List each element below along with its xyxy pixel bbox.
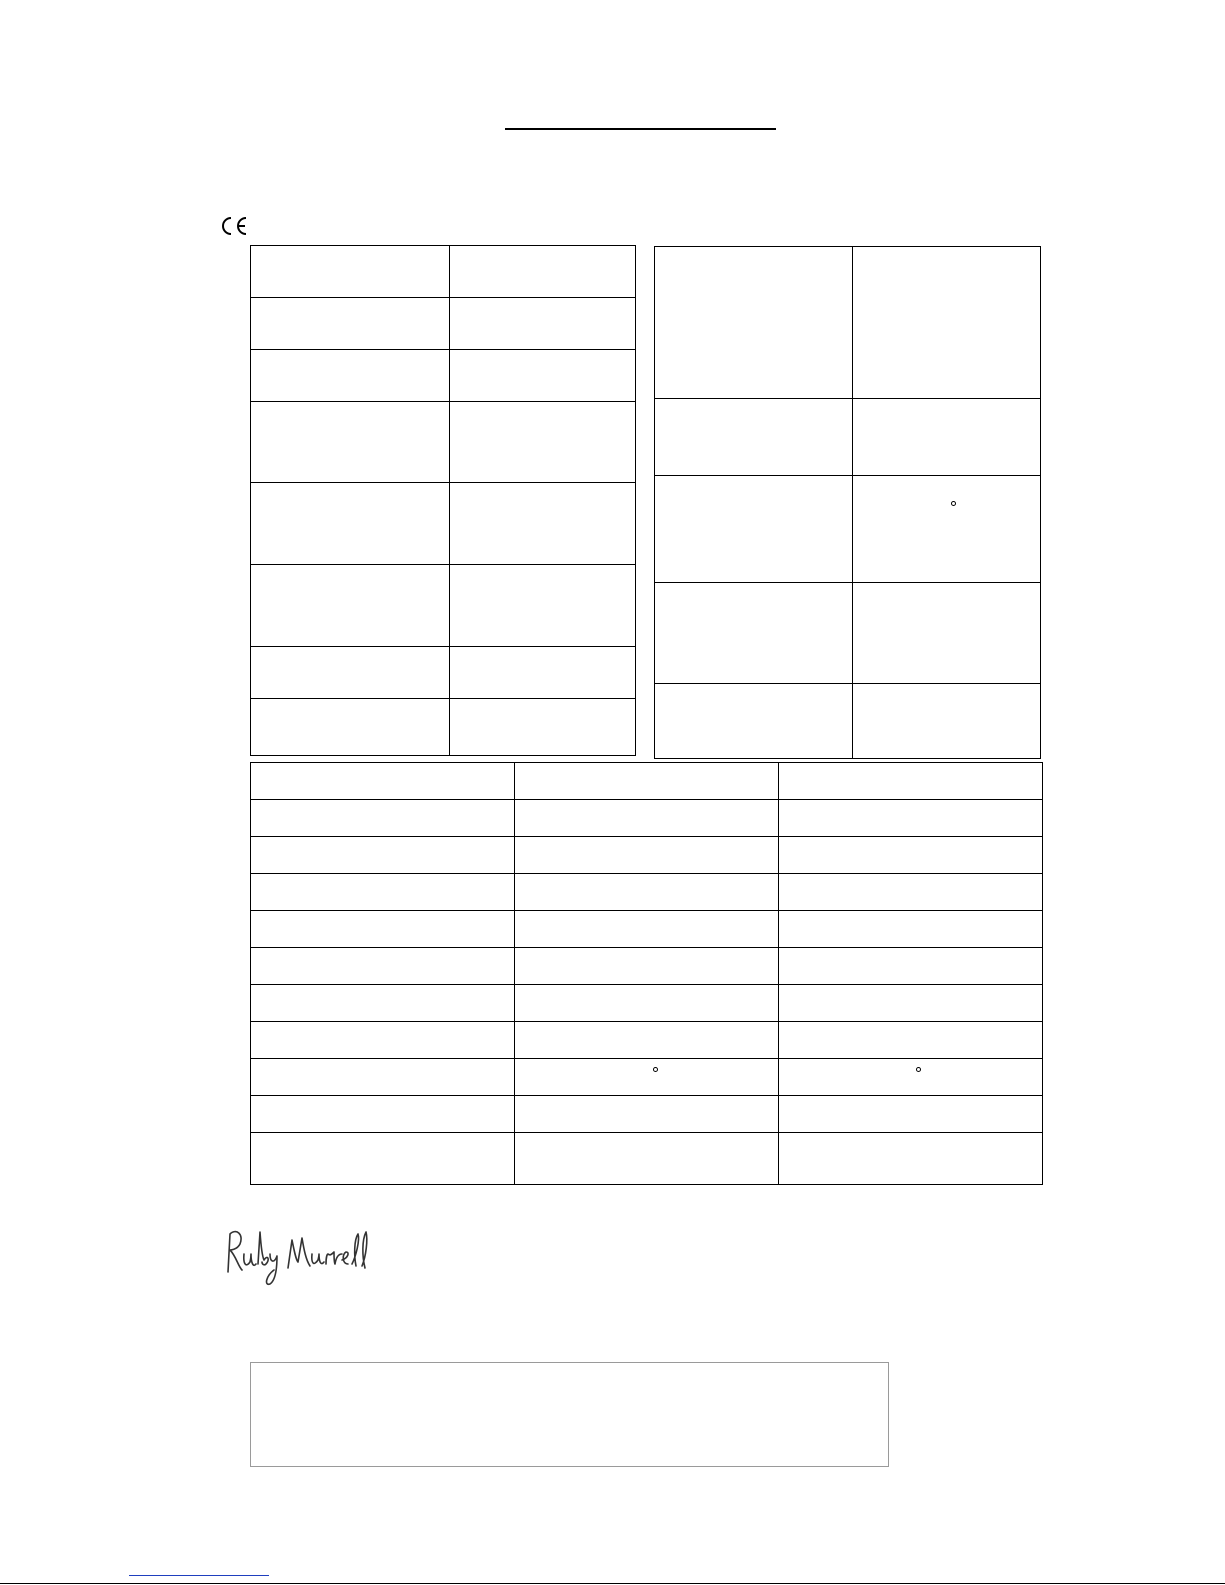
- table-cell: [779, 1059, 1043, 1096]
- spec-label: [251, 350, 450, 402]
- spec-value: [853, 399, 1041, 476]
- spec-value: [853, 583, 1041, 684]
- table-cell: [779, 763, 1043, 800]
- spec-label: [655, 476, 853, 583]
- footer-divider: [0, 1583, 1225, 1584]
- signature: [222, 1226, 372, 1288]
- title-underline: [505, 128, 776, 130]
- table-cell: [251, 1022, 515, 1059]
- table-cell: [515, 1059, 779, 1096]
- spec-label: [251, 647, 450, 699]
- spec-value: [450, 483, 636, 565]
- table-cell: [515, 837, 779, 874]
- table-cell: [779, 1022, 1043, 1059]
- spec-label: [655, 583, 853, 684]
- table-cell: [251, 800, 515, 837]
- table-cell: [251, 1096, 515, 1133]
- spec-label: [251, 483, 450, 565]
- spec-label: [655, 247, 853, 399]
- spec-value: [853, 247, 1041, 399]
- table-cell: [515, 800, 779, 837]
- spec-label: [655, 684, 853, 759]
- table-cell: [779, 911, 1043, 948]
- table-cell: [251, 1133, 515, 1185]
- table-cell: [779, 1096, 1043, 1133]
- spec-value: [450, 298, 636, 350]
- table-cell: [251, 874, 515, 911]
- table-cell: [515, 1096, 779, 1133]
- table-cell: [515, 1022, 779, 1059]
- spec-label: [251, 246, 450, 298]
- spec-value: [450, 647, 636, 699]
- spec-value: [450, 246, 636, 298]
- spec-label: [655, 399, 853, 476]
- ce-mark-icon: [219, 214, 249, 238]
- table-cell: [779, 985, 1043, 1022]
- spec-value: [853, 476, 1041, 583]
- table-cell: [515, 1133, 779, 1185]
- table-cell: [515, 948, 779, 985]
- notes-box: [250, 1362, 889, 1467]
- spec-table-left: [250, 245, 636, 756]
- table-cell: [779, 800, 1043, 837]
- table-cell: [515, 985, 779, 1022]
- spec-label: [251, 402, 450, 483]
- table-cell: [251, 1059, 515, 1096]
- table-cell: [779, 874, 1043, 911]
- table-cell: [251, 911, 515, 948]
- spec-value: [450, 350, 636, 402]
- table-cell: [515, 874, 779, 911]
- spec-value: [853, 684, 1041, 759]
- spec-label: [251, 699, 450, 756]
- table-cell: [251, 948, 515, 985]
- degree-symbol: [951, 501, 956, 506]
- table-cell: [779, 1133, 1043, 1185]
- table-cell: [251, 837, 515, 874]
- spec-label: [251, 298, 450, 350]
- degree-symbol: [916, 1067, 921, 1072]
- table-cell: [779, 837, 1043, 874]
- table-cell: [251, 763, 515, 800]
- table-cell: [779, 948, 1043, 985]
- table-cell: [251, 985, 515, 1022]
- table-cell: [515, 911, 779, 948]
- spec-value: [450, 699, 636, 756]
- spec-table-right: [654, 246, 1041, 759]
- spec-label: [251, 565, 450, 647]
- spec-value: [450, 565, 636, 647]
- footer-link-underline[interactable]: [129, 1575, 269, 1576]
- table-cell: [515, 763, 779, 800]
- spec-table-bottom: [250, 762, 1043, 1185]
- spec-value: [450, 402, 636, 483]
- degree-symbol: [653, 1067, 658, 1072]
